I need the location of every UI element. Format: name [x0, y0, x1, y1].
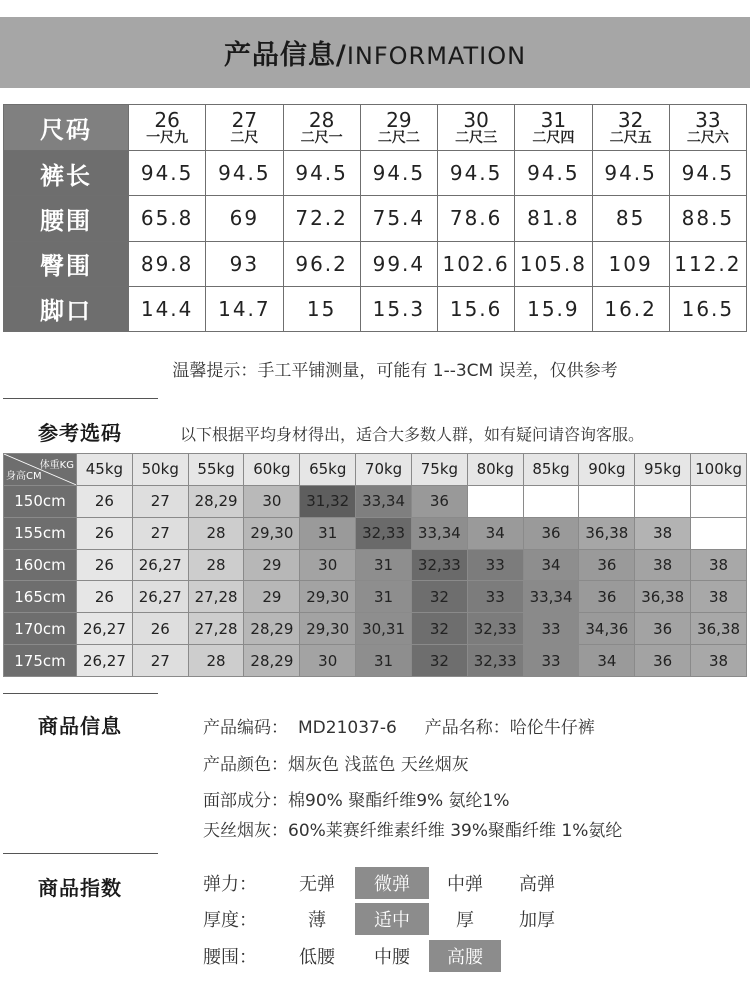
size-value: 85 — [592, 196, 669, 241]
size-number: 30 — [463, 107, 489, 132]
index-option: 加厚 — [519, 910, 555, 931]
size-value: 94.5 — [206, 151, 283, 196]
height-header: 175cm — [4, 645, 77, 677]
code-label: 产品编码： — [203, 718, 288, 738]
section-divider — [3, 693, 158, 694]
size-row — [4, 196, 747, 241]
color-value: 烟灰色 浅蓝色 天丝烟灰 — [288, 755, 469, 775]
reference-cell: 36,38 — [691, 613, 747, 645]
size-number: 31 — [540, 107, 567, 132]
size-value: 72.2 — [283, 196, 360, 241]
product-tencel-line — [203, 816, 632, 841]
size-value: 94.5 — [515, 151, 592, 196]
reference-cell — [691, 485, 747, 517]
size-body — [4, 151, 747, 332]
size-value: 94.5 — [129, 151, 206, 196]
reference-cell: 32 — [411, 613, 467, 645]
weight-header: 65kg — [300, 454, 356, 486]
weight-header: 45kg — [77, 454, 133, 486]
info-banner — [0, 17, 750, 88]
reference-cell: 31 — [356, 581, 412, 613]
size-table — [3, 104, 747, 332]
reference-cell: 36 — [579, 581, 635, 613]
size-chi: 二尺三 — [455, 129, 498, 146]
reference-cell: 38 — [691, 645, 747, 677]
reference-cell: 30 — [300, 549, 356, 581]
reference-header-row — [4, 454, 747, 486]
weight-header: 75kg — [411, 454, 467, 486]
reference-cell: 26 — [132, 613, 188, 645]
reference-cell: 36 — [579, 549, 635, 581]
reference-row — [4, 517, 747, 549]
reference-cell: 27,28 — [188, 581, 244, 613]
reference-cell: 33 — [467, 581, 523, 613]
reference-cell — [635, 485, 691, 517]
reference-corner — [4, 454, 77, 486]
reference-cell: 34 — [467, 517, 523, 549]
reference-cell: 28 — [188, 517, 244, 549]
reference-cell: 30 — [244, 485, 300, 517]
height-header: 155cm — [4, 517, 77, 549]
height-header: 165cm — [4, 581, 77, 613]
weight-header: 55kg — [188, 454, 244, 486]
reference-cell: 38 — [691, 549, 747, 581]
index-row-elasticity — [203, 867, 573, 899]
reference-cell: 26,27 — [132, 581, 188, 613]
reference-cell: 27 — [132, 485, 188, 517]
size-chi: 一尺九 — [146, 129, 189, 146]
reference-cell: 28,29 — [244, 613, 300, 645]
reference-cell: 32,33 — [411, 549, 467, 581]
fabric-label: 面部成分： — [203, 791, 288, 811]
reference-cell — [579, 485, 635, 517]
index-row-thickness — [203, 903, 573, 935]
tencel-value: 60%莱赛纤维素纤维 39%聚酯纤维 1%氨纶 — [288, 821, 623, 841]
index-option: 高腰 — [429, 940, 501, 972]
reference-cell: 34,36 — [579, 613, 635, 645]
size-value: 96.2 — [283, 241, 360, 286]
product-title: 商品信息 — [38, 714, 122, 738]
color-label: 产品颜色： — [203, 755, 288, 775]
reference-cell: 38 — [635, 549, 691, 581]
reference-cell: 29,30 — [244, 517, 300, 549]
product-code-line — [203, 713, 605, 738]
reference-cell: 34 — [523, 549, 579, 581]
weight-header: 100kg — [691, 454, 747, 486]
reference-cell: 28 — [188, 549, 244, 581]
reference-cell: 33 — [523, 613, 579, 645]
size-value: 109 — [592, 241, 669, 286]
reference-cell: 29,30 — [300, 581, 356, 613]
index-option: 微弹 — [355, 867, 429, 899]
reference-cell: 26 — [77, 517, 133, 549]
reference-cell: 38 — [691, 581, 747, 613]
size-value: 99.4 — [360, 241, 437, 286]
reference-cell: 26,27 — [77, 645, 133, 677]
reference-cell: 28,29 — [188, 485, 244, 517]
reference-row — [4, 485, 747, 517]
reference-cell — [523, 485, 579, 517]
reference-row — [4, 581, 747, 613]
size-value: 94.5 — [283, 151, 360, 196]
size-row — [4, 151, 747, 196]
size-cell — [360, 105, 437, 151]
size-header-row — [4, 105, 747, 151]
fabric-value: 棉90% 聚酯纤维9% 氨纶1% — [288, 791, 510, 811]
reference-row — [4, 645, 747, 677]
corner-height-label: 身高CM — [6, 470, 42, 482]
reference-table — [3, 453, 747, 677]
weight-header: 80kg — [467, 454, 523, 486]
reference-cell: 30,31 — [356, 613, 412, 645]
index-option: 高弹 — [519, 874, 555, 895]
size-value: 105.8 — [515, 241, 592, 286]
size-value: 94.5 — [438, 151, 515, 196]
size-cell — [515, 105, 592, 151]
size-row — [4, 241, 747, 286]
index-option: 厚 — [456, 910, 474, 931]
size-chi: 二尺一 — [300, 129, 343, 146]
banner-title-cn: 产品信息/ — [223, 40, 347, 71]
index-option: 中腰 — [374, 947, 410, 968]
reference-cell: 32,33 — [356, 517, 412, 549]
size-number: 26 — [154, 107, 180, 132]
index-option: 适中 — [355, 903, 429, 935]
reference-cell: 32,33 — [467, 613, 523, 645]
weight-header: 85kg — [523, 454, 579, 486]
reference-cell: 36 — [411, 485, 467, 517]
reference-cell: 26,27 — [132, 549, 188, 581]
reference-cell: 26 — [77, 581, 133, 613]
size-cell — [592, 105, 669, 151]
reference-cell: 28,29 — [244, 645, 300, 677]
reference-cell: 26 — [77, 549, 133, 581]
reference-row — [4, 549, 747, 581]
reference-cell: 26,27 — [77, 613, 133, 645]
reference-cell: 31 — [300, 517, 356, 549]
corner-weight-label: 体重KG — [39, 460, 74, 471]
height-header: 170cm — [4, 613, 77, 645]
code-value: MD21037-6 — [298, 718, 397, 738]
size-value: 15 — [283, 286, 360, 331]
index-option: 无弹 — [299, 874, 335, 895]
height-header: 160cm — [4, 549, 77, 581]
size-chi: 二尺四 — [532, 129, 575, 146]
size-value: 94.5 — [360, 151, 437, 196]
size-row-label: 臀围 — [4, 241, 129, 286]
size-value: 93 — [206, 241, 283, 286]
size-value: 78.6 — [438, 196, 515, 241]
weight-header: 50kg — [132, 454, 188, 486]
size-row-label: 脚口 — [4, 286, 129, 331]
reference-cell: 29 — [244, 549, 300, 581]
index-title: 商品指数 — [38, 876, 122, 900]
size-value: 89.8 — [129, 241, 206, 286]
size-value: 69 — [206, 196, 283, 241]
size-value: 112.2 — [669, 241, 746, 286]
reference-cell: 27 — [132, 645, 188, 677]
reference-cell: 31 — [356, 645, 412, 677]
size-value: 94.5 — [669, 151, 746, 196]
product-color-line — [203, 750, 479, 775]
size-chi: 二尺 — [230, 129, 259, 146]
size-value: 14.7 — [206, 286, 283, 331]
weight-header: 60kg — [244, 454, 300, 486]
size-header-label: 尺码 — [4, 105, 129, 151]
reference-cell: 32,33 — [467, 645, 523, 677]
size-number: 29 — [386, 107, 412, 132]
reference-cell: 33 — [467, 549, 523, 581]
size-value: 102.6 — [438, 241, 515, 286]
index-label: 厚度： — [203, 910, 257, 931]
index-label: 弹力： — [203, 874, 257, 895]
size-value: 16.2 — [592, 286, 669, 331]
reference-cell: 36 — [635, 645, 691, 677]
section-divider — [3, 398, 158, 399]
reference-cell: 33,34 — [356, 485, 412, 517]
reference-cell: 26 — [77, 485, 133, 517]
weight-header: 90kg — [579, 454, 635, 486]
section-divider — [3, 853, 158, 854]
reference-cell: 28 — [188, 645, 244, 677]
weight-header: 95kg — [635, 454, 691, 486]
reference-cell: 33,34 — [411, 517, 467, 549]
measurement-tip: 温馨提示：手工平铺测量，可能有 1--3CM 误差，仅供参考 — [172, 361, 618, 381]
size-value: 14.4 — [129, 286, 206, 331]
product-fabric-line — [203, 786, 520, 811]
reference-cell: 32 — [411, 581, 467, 613]
reference-cell: 31,32 — [300, 485, 356, 517]
size-row — [4, 286, 747, 331]
name-label: 产品名称： — [424, 718, 510, 738]
reference-cell: 31 — [356, 549, 412, 581]
size-row-label: 裤长 — [4, 151, 129, 196]
reference-cell: 30 — [300, 645, 356, 677]
reference-cell: 29 — [244, 581, 300, 613]
size-chi: 二尺二 — [377, 129, 420, 146]
index-label: 腰围： — [203, 947, 257, 968]
size-row-label: 腰围 — [4, 196, 129, 241]
size-chi: 二尺五 — [609, 129, 652, 146]
size-value: 16.5 — [669, 286, 746, 331]
size-chi: 二尺六 — [686, 129, 729, 146]
reference-cell: 36,38 — [579, 517, 635, 549]
reference-cell: 36 — [523, 517, 579, 549]
weight-header: 70kg — [356, 454, 412, 486]
reference-cell: 32 — [411, 645, 467, 677]
size-value: 15.9 — [515, 286, 592, 331]
index-option: 低腰 — [299, 947, 335, 968]
size-cell — [669, 105, 746, 151]
size-value: 94.5 — [592, 151, 669, 196]
index-row-waist — [203, 940, 501, 972]
size-value: 15.6 — [438, 286, 515, 331]
reference-cell — [691, 517, 747, 549]
size-cell — [438, 105, 515, 151]
banner-title-en: INFORMATION — [346, 42, 527, 70]
reference-title: 参考选码 — [38, 421, 122, 445]
reference-cell: 38 — [635, 517, 691, 549]
reference-cell — [467, 485, 523, 517]
size-value: 75.4 — [360, 196, 437, 241]
reference-cell: 29,30 — [300, 613, 356, 645]
name-value: 哈伦牛仔裤 — [509, 718, 595, 738]
size-value: 88.5 — [669, 196, 746, 241]
reference-cell: 33 — [523, 645, 579, 677]
size-cell — [206, 105, 283, 151]
tencel-label: 天丝烟灰： — [203, 821, 288, 841]
size-number: 33 — [695, 107, 721, 132]
size-value: 65.8 — [129, 196, 206, 241]
size-value: 81.8 — [515, 196, 592, 241]
size-cell — [283, 105, 360, 151]
reference-cell: 34 — [579, 645, 635, 677]
index-option: 薄 — [308, 910, 326, 931]
reference-row — [4, 613, 747, 645]
reference-body — [4, 485, 747, 676]
size-value: 15.3 — [360, 286, 437, 331]
index-option: 中弹 — [447, 874, 483, 895]
reference-cell: 36 — [635, 613, 691, 645]
size-number: 28 — [308, 107, 335, 132]
banner-title — [224, 33, 526, 72]
size-number: 32 — [617, 107, 644, 132]
reference-subtitle: 以下根据平均身材得出，适合大多数人群，如有疑问请咨询客服。 — [180, 425, 645, 444]
reference-cell: 33,34 — [523, 581, 579, 613]
size-number: 27 — [231, 107, 258, 132]
reference-cell: 36,38 — [635, 581, 691, 613]
reference-cell: 27 — [132, 517, 188, 549]
size-cell — [129, 105, 206, 151]
reference-cell: 27,28 — [188, 613, 244, 645]
height-header: 150cm — [4, 485, 77, 517]
